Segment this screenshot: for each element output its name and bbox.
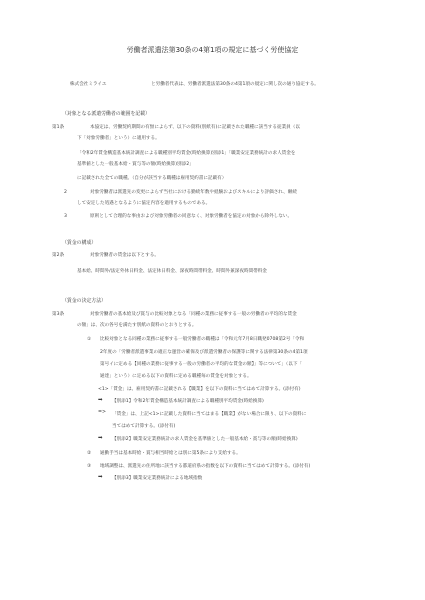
section3-item3-ref: 【別添3】職業安定業務統計による地域指数 [112, 476, 203, 481]
section1-article-label: 第1条 [52, 125, 65, 130]
section3-item1-line1: 比較対象となる同種の業務に従事する一般労働者の職種は「令和元年7月8日職発0708第2号「令和 [100, 337, 305, 342]
item3-arrow-icon: ➡ [98, 474, 103, 480]
section3-heading: （賃金の決定方法） [62, 298, 107, 304]
section3-sub2-line1: 「賃金」は、上記<1>に記載した資料に当てはまる【職業】がない場合に限り、以下の資料に [112, 412, 307, 417]
section3-sub2-line2: 当てはめて計算する。(添付有) [112, 424, 176, 429]
section1-item2-line2: して安定した処遇となるように協定内容を適用するものである。 [77, 201, 211, 206]
section3-sub1-ref: 【別添1】令和2年賃金構造基本統計調査による職種別平均賃金(時給換算) [112, 399, 264, 404]
section3-item1-marker: ① [87, 337, 92, 342]
section3-sub2-ref: 【別添2】職業安定業務統計の求人賃金を基準値とした一般基本給・賞与等の額(時給換算) [112, 437, 298, 442]
section3-item1-line3: 第号イに定める【同種の業務に従事する一般の労働者の平均的な賃金の額】」等について」（以下「 [100, 362, 303, 367]
section3-item1-line2: 2年度の「労働者派遣事業の適正な運営の確保及び派遣労働者の保護等に関する法律第30条の4第1項 [100, 350, 308, 355]
section1-item3-line: 原則として合理的な事由および対象労働者の同意なく、対象労働者を協定の対象から除外しない。 [90, 214, 293, 219]
section2-line1: 対象労働者の賃金は以下とする。 [90, 253, 159, 258]
section1-line2: 下「対象労働者」という）に適用する。 [77, 136, 160, 141]
section3-item3-marker: ③ [87, 464, 92, 469]
page-title: 労働者派遣法第30条の4第1項の規定に基づく労使協定 [126, 46, 299, 54]
section3-item1-line4: 通達」という）に定める以下の資料に定める職種毎の賃金を対象とする。 [100, 374, 252, 379]
section3-line1: 対象労働者の基本給及び賞与の比較対象となる「同種の業務に従事する一般の労働者の平均的な賃金 [90, 312, 297, 317]
sub2-ref-arrow-icon: ➡ [98, 435, 103, 441]
section1-item3-number: 3 [64, 214, 67, 219]
section3-item2-marker: ② [87, 451, 92, 456]
section3-item2-line: 通勤手当は基本時給・賞与相当時給とは別に第5条により支給する。 [100, 451, 241, 456]
section1-item2-line1: 対象労働者は派遣先の変更によらず当社における勤続年数や経験およびスキルにより評価され、継続 [90, 190, 297, 195]
intro-company: 株式会社ミライエ [70, 82, 107, 87]
section1-line5: に記載された全ての職種。（自分が該当する職種は雇用契約書に記載有） [77, 176, 227, 181]
section1-line3: 「令和2年賃金構造基本統計調査による職種別平均賃金(時給換算)別添1」「職業安定業務統計の求人賃金を [77, 151, 296, 156]
section2-line2: 基本給、時間外/法定外休日料金、法定休日料金、深夜時間帯料金、時間外兼深夜時間帯料金 [77, 269, 267, 274]
section3-article-label: 第3条 [52, 312, 65, 317]
sub2-arrow-icon: => [98, 410, 107, 415]
section2-heading: （賃金の構成） [62, 240, 97, 246]
section3-sub1: <1>「賃金」は、雇用契約書に記載される【職業】を以下の資料に当てはめて計算する。(添付有) [98, 387, 301, 392]
section1-line1: 本協定は、労働契約期間の有無によらず、以下の資料(別紙有)に記載された職種に該当する従業員（以 [90, 125, 300, 130]
sub1-arrow-icon: ➡ [98, 397, 103, 403]
intro-text: と労働者代表は、労働者派遣法第30条の4第1項の規定に関し次の通り協定する。 [151, 82, 319, 87]
section1-heading: （対象となる派遣労働者の範囲を記載） [62, 111, 151, 117]
section3-line2: の額」は、次の各号を満たす別紙の資料のとおりとする。 [77, 323, 197, 328]
section2-article-label: 第2条 [52, 253, 65, 258]
section3-item3-line: 地域調整は、派遣先の住所地に該当する都道府県の指数を以下の資料に当てはめて計算する。(添付有) [100, 464, 311, 469]
section1-line4: 基準値とした一般基本給・賞与等の額(時給換算)別添2」 [77, 162, 194, 167]
section1-item2-number: 2 [64, 190, 67, 195]
